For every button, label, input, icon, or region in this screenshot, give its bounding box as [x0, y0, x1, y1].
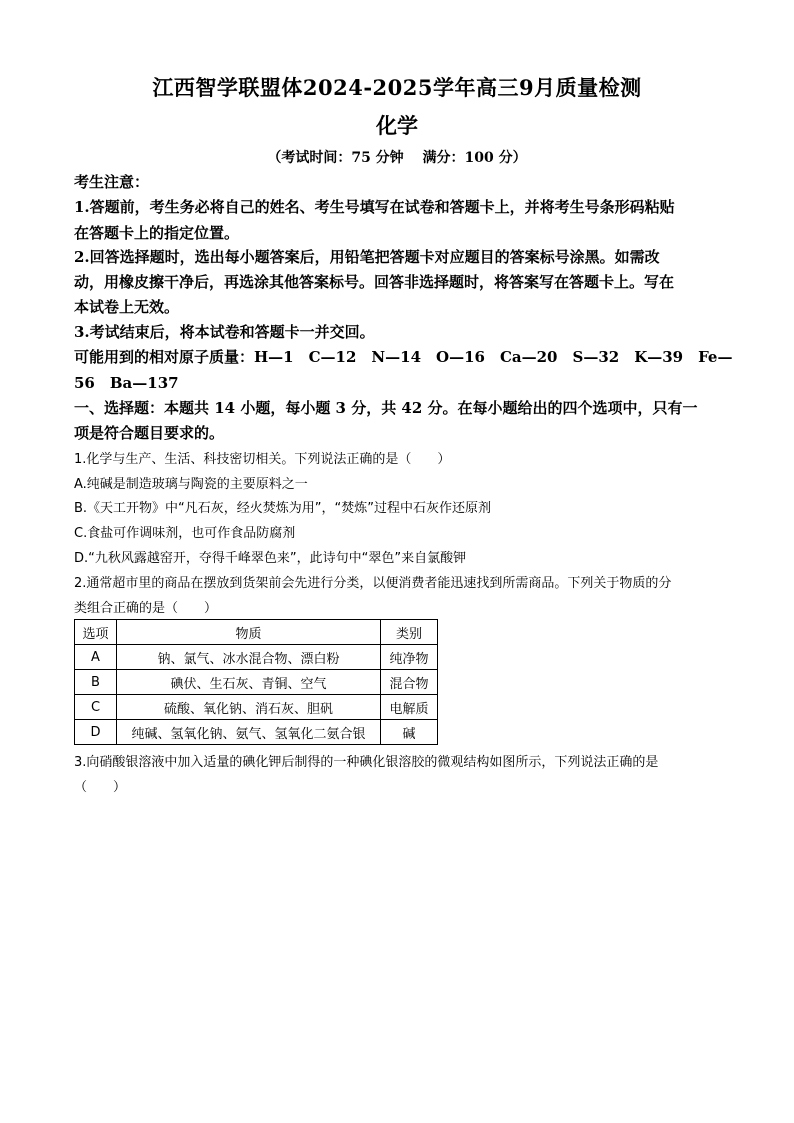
- exam-title: 江西智学联盟体2024-2025学年高三9月质量检测: [152, 75, 642, 100]
- table-row: [75, 720, 438, 745]
- table-cell: 钠、氯气、冰水混合物、漂白粉: [117, 645, 381, 670]
- q1-stem: 1.化学与生产、生活、科技密切相关。下列说法正确的是（ ）: [74, 452, 451, 467]
- q1-option-a: A.纯碱是制造玻璃与陶瓷的主要原料之一: [74, 477, 308, 492]
- q2-stem: 类组合正确的是（ ）: [74, 601, 218, 616]
- subject-title: 化学: [376, 113, 418, 138]
- table-header-cell: 物质: [117, 620, 381, 645]
- notes-line: 在答题卡上的指定位置。: [74, 224, 240, 242]
- table-cell: 纯碱、氢氧化钠、氨气、氢氧化二氨合银: [117, 720, 381, 745]
- notes-line: 3.考试结束后，将本试卷和答题卡一并交回。: [74, 323, 375, 341]
- table-row: [75, 645, 438, 670]
- notes-line: 2.回答选择题时，选出每小题答案后，用铅笔把答题卡对应题目的答案标号涂黑。如需改: [74, 248, 660, 266]
- table-cell: 混合物: [381, 670, 438, 695]
- table-cell: C: [75, 695, 117, 720]
- q1-option-c: C.食盐可作调味剂，也可作食品防腐剂: [74, 526, 296, 541]
- notes-heading: 考生注意：: [74, 173, 150, 191]
- table-cell: 碘伏、生石灰、青铜、空气: [117, 670, 381, 695]
- q1-option-b: B.《天工开物》中“凡石灰，经火焚炼为用”，“焚炼”过程中石灰作还原剂: [74, 501, 491, 516]
- notes-line: 动，用橡皮擦干净后，再选涂其他答案标号。回答非选择题时，将答案写在答题卡上。写在: [74, 273, 675, 291]
- atomic-mass-line: 可能用到的相对原子质量：H—1 C—12 N—14 O—16 Ca—20 S—32 K—39 Fe—: [74, 348, 733, 366]
- notes-line: 本试卷上无效。: [74, 298, 180, 316]
- table-header-cell: 类别: [381, 620, 438, 645]
- notes-line: 1.答题前，考生务必将自己的姓名、考生号填写在试卷和答题卡上，并将考生号条形码粘贴: [74, 198, 675, 216]
- table-cell: 电解质: [381, 695, 438, 720]
- table-cell: 碱: [381, 720, 438, 745]
- q3-stem: 3.向硝酸银溶液中加入适量的碘化钾后制得的一种碘化银溶胶的微观结构如图所示，下列说法正确的是: [74, 755, 659, 770]
- table-cell: 硫酸、氧化钠、消石灰、胆矾: [117, 695, 381, 720]
- q3-stem: （ ）: [74, 780, 127, 795]
- q1-option-d: D.“九秋风露越窑开，夺得千峰翠色来”，此诗句中“翠色”来自氯酸钾: [74, 551, 467, 566]
- classification-table: [74, 619, 438, 745]
- section-heading: 一、选择题：本题共 14 小题，每小题 3 分，共 42 分。在每小题给出的四个选项中，只有一: [74, 399, 698, 417]
- table-row: [75, 695, 438, 720]
- table-row: [75, 670, 438, 695]
- table-header-row: [75, 620, 438, 645]
- q2-stem: 2.通常超市里的商品在摆放到货架前会先进行分类，以便消费者能迅速找到所需商品。下列关于物质的分: [74, 576, 672, 591]
- table-cell: 纯净物: [381, 645, 438, 670]
- table-header-cell: 选项: [75, 620, 117, 645]
- table-cell: D: [75, 720, 117, 745]
- section-heading: 项是符合题目要求的。: [74, 424, 225, 442]
- exam-info: （考试时间：75 分钟 满分：100 分）: [267, 150, 527, 166]
- table-cell: A: [75, 645, 117, 670]
- atomic-mass-line: 56 Ba—137: [74, 374, 179, 392]
- table-cell: B: [75, 670, 117, 695]
